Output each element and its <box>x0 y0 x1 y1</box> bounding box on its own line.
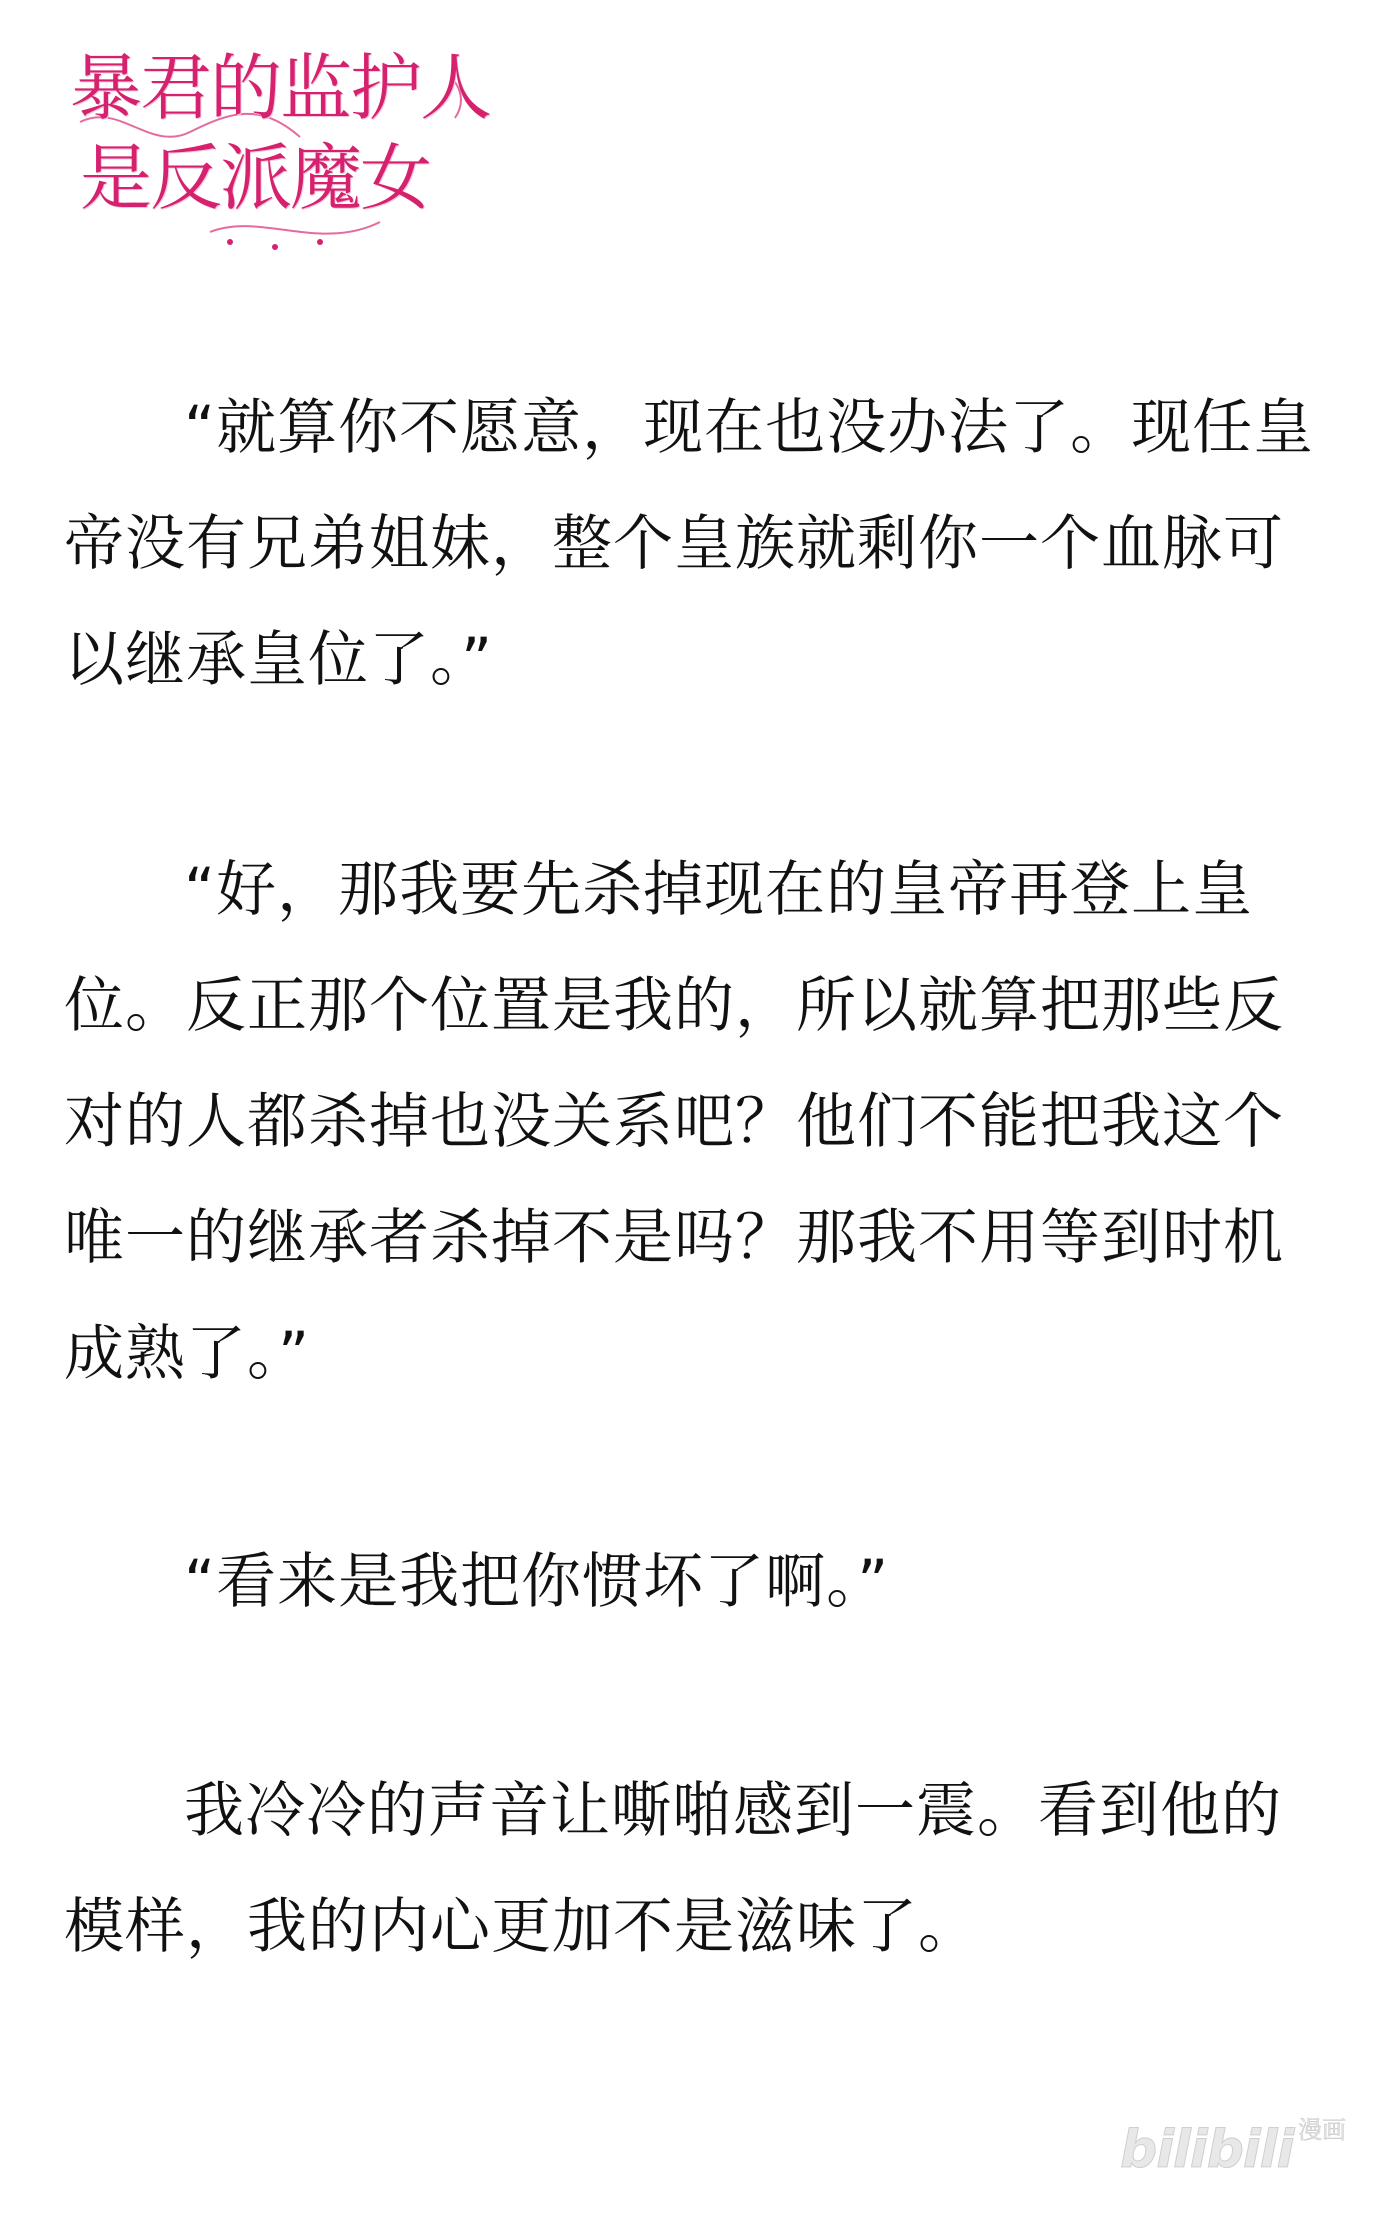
paragraph-text: “好，那我要先杀掉现在的皇帝再登上皇位。反正那个位置是我的，所以就算把那些反对的人都杀掉也没关系吧？他们不能把我这个唯一的继承者杀掉不是吗？那我不用等到时机成熟了。” <box>64 855 1284 1389</box>
watermark-sub: 漫画 <box>1298 2116 1346 2144</box>
paragraph-text: 我冷冷的声音让嘶啪感到一震。看到他的模样，我的内心更加不是滋味了。 <box>64 1776 1282 1962</box>
paragraph-text: “就算你不愿意，现在也没办法了。现任皇帝没有兄弟姐妹，整个皇族就剩你一个血脉可以继承皇位了。” <box>64 393 1315 695</box>
paragraph-2 <box>64 832 1336 1412</box>
paragraph-3 <box>64 1524 1336 1640</box>
logo-title-line-2: 是反派魔女 <box>80 136 431 220</box>
paragraph-4 <box>64 1753 1336 1985</box>
logo-title-line-1: 暴君的监护人 <box>70 46 491 130</box>
title-logo <box>60 42 490 262</box>
paragraph-text: “看来是我把你惯坏了啊。” <box>184 1547 890 1617</box>
paragraph-1 <box>64 370 1336 718</box>
bilibili-watermark <box>1120 2102 1360 2192</box>
watermark-brand: bilibili <box>1120 2120 1294 2180</box>
